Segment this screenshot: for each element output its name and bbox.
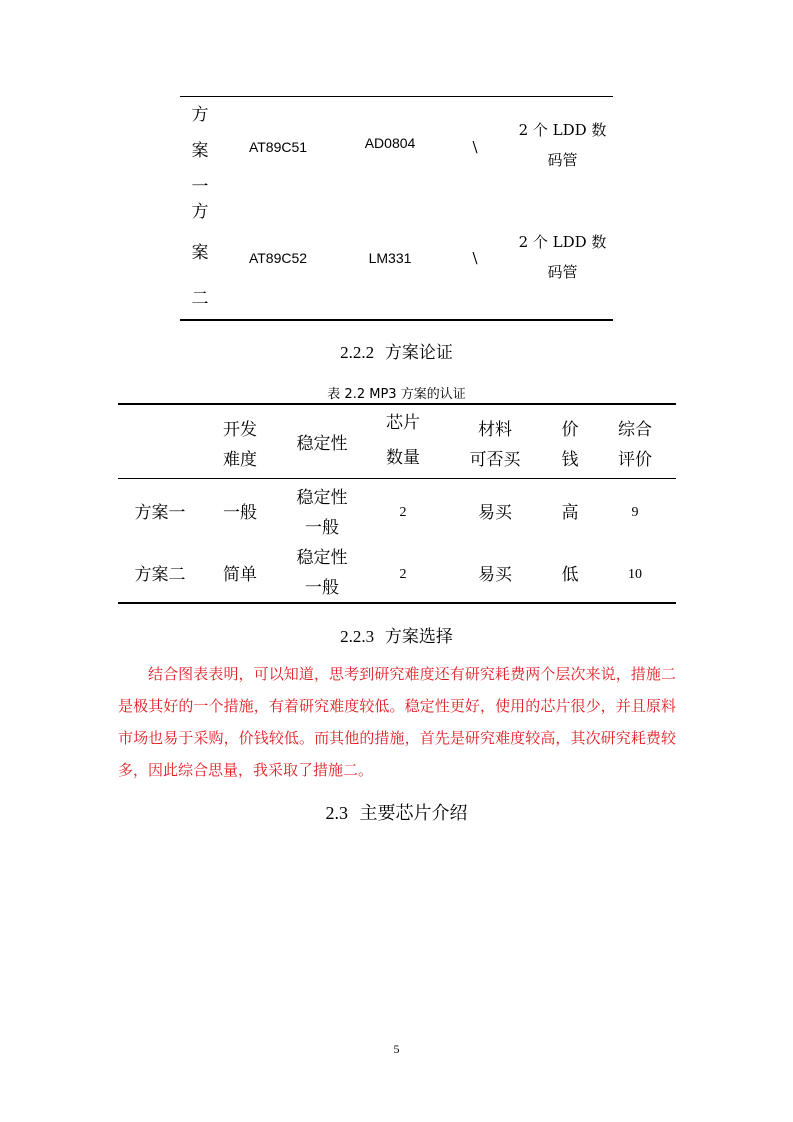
table-1-row-1-adc: AD0804 <box>364 135 416 151</box>
table-1-row-1-display-line-1: 2 个 LDD 数 <box>518 121 607 139</box>
table-2-row-1-price: 高 <box>561 503 579 523</box>
table-2-row-1-score: 9 <box>631 505 639 520</box>
table-2-header-chips-line-2: 数量 <box>386 448 420 468</box>
section-title: 主要芯片介绍 <box>359 803 468 824</box>
section-2-2-2-heading <box>0 338 793 363</box>
table-1-row-2-mcu: AT89C52 <box>248 250 308 266</box>
table-2-header-difficulty-line-1: 开发 <box>223 420 257 440</box>
table-2-row-2-name: 方案二 <box>134 565 186 585</box>
table-2-row-1-material: 易买 <box>478 503 512 523</box>
table-2-row-2-material: 易买 <box>478 565 512 585</box>
table-2-row-2-stability-line-1: 稳定性 <box>296 548 348 568</box>
section-number: 2.3 <box>325 803 349 823</box>
table-2-row-1-name: 方案一 <box>134 503 186 523</box>
table-1-bottom-rule <box>180 319 613 321</box>
table-2-row-2-chips: 2 <box>399 567 407 582</box>
body-paragraph: 结合图表表明，可以知道，思考到研究难度还有研究耗费两个层次来说，措施二是极其好的一个措施，有着研究难度较低。稳定性更好，使用的芯片很少，并且原料市场也易于采购，价钱较低。而其他的措施，首先是研究难度较高，其次研究耗费较多，因此综合思量，我采取了措施二。 <box>118 665 676 779</box>
table-1-row-2-display-line-2: 码管 <box>547 263 578 281</box>
table-2-header-material-line-2: 可否买 <box>469 450 521 470</box>
table-2-header-material-line-1: 材料 <box>478 420 512 440</box>
table-2-header-price-line-2: 钱 <box>561 450 579 470</box>
table-2-row-1-chips: 2 <box>399 505 407 520</box>
table-1-row-2-display-line-1: 2 个 LDD 数 <box>518 233 607 251</box>
table-2-header-score-line-2: 评价 <box>618 450 652 470</box>
table-1-row-1-label: 方 案 一 <box>191 105 209 197</box>
table-2-header-rule <box>118 478 676 479</box>
table-2-row-2-price: 低 <box>561 565 579 585</box>
section-2-3-heading <box>0 799 793 825</box>
table-2-row-1-stability-line-1: 稳定性 <box>296 488 348 508</box>
table-2-row-2-stability-line-2: 一般 <box>305 578 339 598</box>
section-2-2-3-heading <box>0 622 793 647</box>
section-title: 方案选择 <box>384 627 453 647</box>
table-2-caption: 表 2.2 MP3 方案的认证 <box>327 387 466 402</box>
page-number: 5 <box>393 1042 400 1056</box>
section-number: 2.2.3 <box>340 627 375 646</box>
table-2-header-difficulty-line-2: 难度 <box>223 450 257 470</box>
table-2-bottom-rule <box>118 602 676 604</box>
table-1-row-1-mcu: AT89C51 <box>248 139 308 155</box>
table-1-row-1-other: \ <box>472 138 478 156</box>
table-2-header-price-line-1: 价 <box>561 420 579 440</box>
table-2-header-stability: 稳定性 <box>296 434 348 454</box>
section-number: 2.2.2 <box>340 343 375 362</box>
section-title: 方案论证 <box>384 343 453 363</box>
table-1-row-1-display-line-2: 码管 <box>547 151 578 169</box>
table-2-top-rule <box>118 403 676 405</box>
table-1-row-2-other: \ <box>472 249 478 267</box>
table-1-row-2-adc: LM331 <box>368 250 412 266</box>
table-2-row-1-stability-line-2: 一般 <box>305 518 339 538</box>
table-2-header-chips-line-1: 芯片 <box>386 413 420 433</box>
table-2-row-2-score: 10 <box>628 567 642 582</box>
table-2-row-2-difficulty: 简单 <box>223 565 257 585</box>
table-2-header-score-line-1: 综合 <box>618 420 652 440</box>
table-1-row-2-label: 方 案 二 <box>191 202 209 309</box>
table-2-row-1-difficulty: 一般 <box>223 503 257 523</box>
table-1-top-rule <box>180 96 613 97</box>
